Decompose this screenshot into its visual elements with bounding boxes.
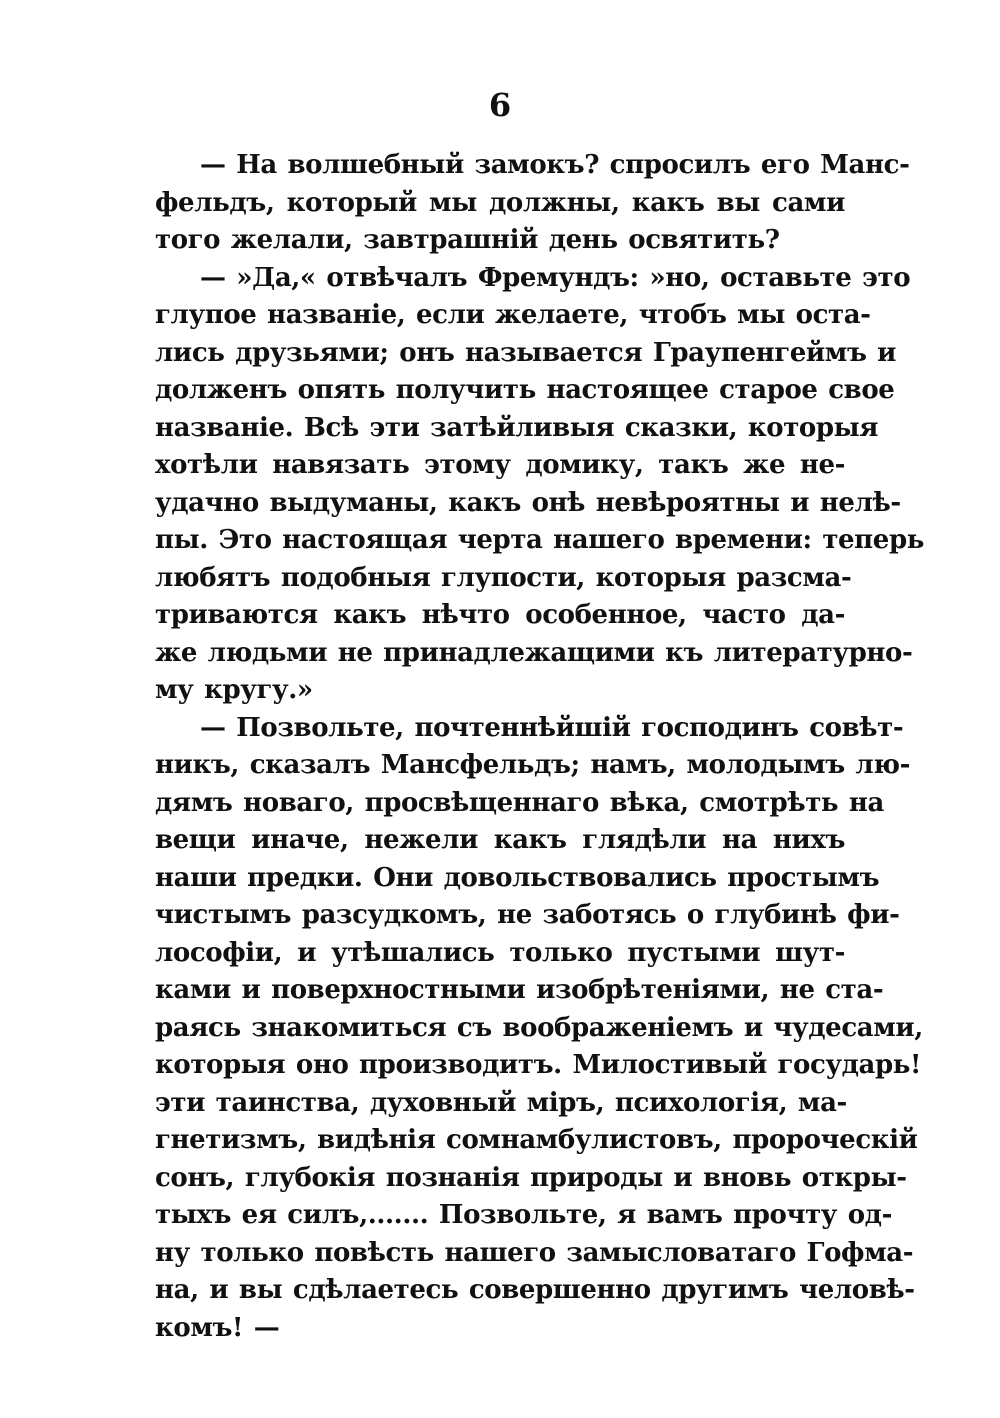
text-line: того желали, завтрашній день освятить? (155, 225, 780, 255)
text-line: никъ, сказалъ Мансфельдъ; намъ, молодымъ лю- (155, 750, 911, 780)
text-line: тыхъ ея силъ,....... Позвольте, я вамъ прочту од- (155, 1200, 892, 1230)
text-line: эти таинства, духовный міръ, психологія, ма- (155, 1087, 847, 1118)
text-line: комъ! — (155, 1312, 280, 1343)
text-line: хотѣли навязать этому домику, такъ же не- (155, 450, 845, 480)
text-line: ну только повѣсть нашего замысловатаго Гофма- (155, 1237, 914, 1268)
text-line: глупое названіе, если желаете, чтобъ мы оста- (155, 300, 871, 330)
text-line: — На волшебный замокъ? спросилъ его Манс- (200, 150, 910, 180)
text-line: фельдъ, который мы должны, какъ вы сами (155, 187, 845, 218)
text-line: пы. Это настоящая черта нашего времени: теперь (155, 525, 924, 555)
text-line: вещи иначе, нежели какъ глядѣли на нихъ (155, 825, 845, 855)
text-line: чистымъ разсудкомъ, не заботясь о глубинѣ фи- (155, 900, 900, 930)
text-line: удачно выдуманы, какъ онѣ невѣроятны и нелѣ- (155, 487, 901, 518)
text-line: — »Да,« отвѣчалъ Фремундъ: »но, оставьте это (200, 262, 911, 293)
text-line: — Позвольте, почтеннѣйшій господинъ совѣт- (200, 712, 904, 743)
text-line: наши предки. Они довольствовались простымъ (155, 862, 880, 893)
text-line: лософіи, и утѣшались только пустыми шут- (155, 937, 845, 968)
text-line: раясь знакомиться съ воображеніемъ и чудесами, (155, 1012, 923, 1043)
text-line: лись друзьями; онъ называется Граупенгеймъ и (155, 337, 897, 368)
text-line: на, и вы сдѣлаетесь совершенно другимъ человѣ- (155, 1275, 915, 1305)
text-line: сонъ, глубокія познанія природы и вновь откры- (155, 1162, 907, 1193)
text-line: гнетизмъ, видѣнія сомнамбулистовъ, пророческій (155, 1125, 918, 1155)
text-line: любятъ подобныя глупости, которыя разсма- (155, 562, 852, 593)
text-line: же людьми не принадлежащими къ литературно- (155, 637, 913, 668)
body-text (155, 147, 924, 1347)
text-line: которыя оно производитъ. Милостивый государь! (155, 1050, 922, 1080)
page-number: 6 (488, 86, 512, 124)
text-line: ками и поверхностными изобрѣтеніями, не ста- (155, 975, 884, 1005)
text-line: названіе. Всѣ эти затѣйливыя сказки, которыя (155, 412, 879, 443)
text-line: дямъ новаго, просвѣщеннаго вѣка, смотрѣть на (155, 787, 884, 818)
text-line: долженъ опять получить настоящее старое свое (155, 375, 895, 405)
text-line: му кругу.» (155, 675, 313, 705)
text-line: триваются какъ нѣчто особенное, часто да- (155, 600, 845, 630)
